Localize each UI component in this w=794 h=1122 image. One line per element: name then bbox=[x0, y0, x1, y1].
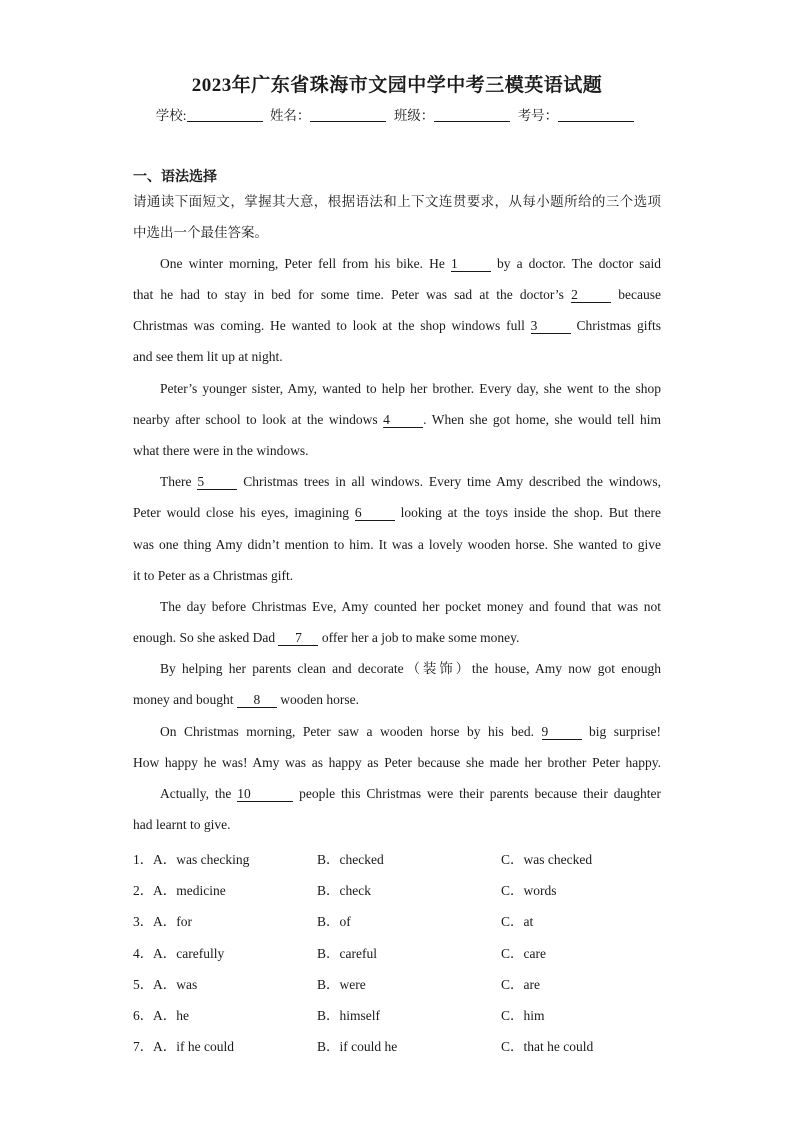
school-blank[interactable] bbox=[187, 109, 263, 122]
option-row-1 bbox=[133, 848, 693, 868]
passage-line bbox=[133, 404, 661, 435]
blank-9: 9 bbox=[542, 724, 582, 740]
option-c[interactable]: C．at bbox=[501, 914, 534, 929]
passage-line bbox=[133, 310, 661, 341]
option-b[interactable]: B．checked bbox=[317, 852, 384, 867]
passage-line: had learnt to give. bbox=[133, 817, 231, 832]
option-c[interactable]: C．care bbox=[501, 946, 546, 961]
option-b[interactable]: B．check bbox=[317, 883, 371, 898]
passage-text: that he had to stay in bed for some time. Peter was sad at the doctor’s bbox=[133, 287, 564, 302]
passage-line bbox=[133, 466, 661, 497]
option-a[interactable]: A．if he could bbox=[153, 1039, 234, 1054]
option-a[interactable]: A．medicine bbox=[153, 883, 226, 898]
option-a[interactable]: A．for bbox=[153, 914, 192, 929]
passage-text: enough. So she asked Dad bbox=[133, 630, 276, 645]
passage-text: people this Christmas were their parents because their daughter bbox=[299, 786, 661, 801]
passage-line bbox=[133, 279, 661, 310]
exam-number-blank[interactable] bbox=[558, 109, 634, 122]
option-a[interactable]: A．carefully bbox=[153, 946, 225, 961]
passage-line: The day before Christmas Eve, Amy counted her pocket money and found that was not bbox=[160, 599, 661, 614]
option-c[interactable]: C．that he could bbox=[501, 1039, 594, 1054]
passage-text: There bbox=[160, 474, 192, 489]
passage-text: Christmas gifts bbox=[576, 318, 661, 333]
passage-line bbox=[133, 778, 661, 809]
passage-text: nearby after school to look at the windows bbox=[133, 412, 378, 427]
class-label: 班级： bbox=[393, 108, 435, 123]
blank-10: 10 bbox=[237, 786, 293, 802]
passage-line: what there were in the windows. bbox=[133, 443, 309, 458]
passage-text: wooden horse. bbox=[280, 692, 359, 707]
name-label: 姓名： bbox=[269, 108, 311, 123]
option-b[interactable]: B．careful bbox=[317, 946, 377, 961]
blank-1: 1 bbox=[451, 256, 491, 272]
passage-line: By helping her parents clean and decorate（装饰）the house, Amy now got enough bbox=[160, 661, 661, 676]
option-a[interactable]: A．was bbox=[153, 977, 198, 992]
passage-line: How happy he was! Amy was as happy as Peter because she made her brother Peter happy. bbox=[133, 755, 661, 770]
student-info-line bbox=[0, 104, 794, 124]
option-b[interactable]: B．were bbox=[317, 977, 366, 992]
passage-text: . When she got home, she would tell him bbox=[423, 412, 661, 427]
passage-text: Christmas trees in all windows. Every time Amy described the windows, bbox=[243, 474, 662, 489]
passage-text: looking at the toys inside the shop. But there bbox=[400, 505, 662, 520]
question-number: 6． bbox=[133, 1008, 154, 1023]
question-number: 5． bbox=[133, 977, 154, 992]
school-label: 学校: bbox=[155, 108, 187, 123]
passage-text: by a doctor. The doctor said bbox=[497, 256, 662, 271]
passage-line bbox=[133, 622, 661, 653]
option-b[interactable]: B．of bbox=[317, 914, 351, 929]
passage-text: On Christmas morning, Peter saw a wooden horse by his bed. bbox=[160, 724, 535, 739]
passage-text: Christmas was coming. He wanted to look at the shop windows full bbox=[133, 318, 525, 333]
passage-line: it to Peter as a Christmas gift. bbox=[133, 568, 294, 583]
option-c[interactable]: C．are bbox=[501, 977, 540, 992]
passage-line bbox=[133, 497, 661, 528]
option-row-4 bbox=[133, 942, 693, 962]
option-a[interactable]: A．he bbox=[153, 1008, 189, 1023]
option-b[interactable]: B．himself bbox=[317, 1008, 380, 1023]
passage-line bbox=[133, 716, 661, 747]
passage-text: Peter would close his eyes, imagining bbox=[133, 505, 350, 520]
question-number: 1． bbox=[133, 852, 154, 867]
blank-7: 7 bbox=[278, 630, 318, 646]
blank-2: 2 bbox=[571, 287, 611, 303]
passage-text: One winter morning, Peter fell from his bike. He bbox=[160, 256, 445, 271]
passage-text: big surprise! bbox=[589, 724, 661, 739]
option-row-6 bbox=[133, 1004, 693, 1024]
option-row-5 bbox=[133, 973, 693, 993]
exam-number-label: 考号： bbox=[517, 108, 559, 123]
blank-4: 4 bbox=[383, 412, 423, 428]
blank-6: 6 bbox=[355, 505, 395, 521]
passage-text: money and bought bbox=[133, 692, 234, 707]
question-number: 3． bbox=[133, 914, 154, 929]
passage-text: Actually, the bbox=[160, 786, 232, 801]
blank-3: 3 bbox=[531, 318, 571, 334]
passage-text: because bbox=[618, 287, 662, 302]
passage-line bbox=[133, 248, 661, 279]
section-heading: 一、语法选择 bbox=[133, 170, 217, 185]
option-row-7 bbox=[133, 1035, 693, 1055]
blank-8: 8 bbox=[237, 692, 277, 708]
question-number: 7． bbox=[133, 1039, 154, 1054]
question-number: 2． bbox=[133, 883, 154, 898]
name-blank[interactable] bbox=[310, 109, 386, 122]
passage-line: Peter’s younger sister, Amy, wanted to help her brother. Every day, she went to the shop bbox=[160, 381, 661, 396]
passage-line: and see them lit up at night. bbox=[133, 349, 283, 364]
option-c[interactable]: C．was checked bbox=[501, 852, 593, 867]
passage-line: was one thing Amy didn’t mention to him. It was a lovely wooden horse. She wanted to give bbox=[133, 537, 661, 552]
page-title: 2023年广东省珠海市文园中学中考三模英语试题 bbox=[191, 75, 603, 96]
instruction-line-2: 中选出一个最佳答案。 bbox=[133, 225, 268, 240]
passage-line bbox=[133, 684, 661, 715]
question-number: 4． bbox=[133, 946, 154, 961]
option-c[interactable]: C．him bbox=[501, 1008, 545, 1023]
option-a[interactable]: A．was checking bbox=[153, 852, 250, 867]
passage-text: offer her a job to make some money. bbox=[321, 630, 520, 645]
option-b[interactable]: B．if could he bbox=[317, 1039, 398, 1054]
instruction-line-1: 请通读下面短文，掌握其大意，根据语法和上下文连贯要求，从每小题所给的三个选项 bbox=[133, 194, 661, 209]
option-c[interactable]: C．words bbox=[501, 883, 557, 898]
blank-5: 5 bbox=[197, 474, 237, 490]
option-row-3 bbox=[133, 910, 693, 930]
option-row-2 bbox=[133, 879, 693, 899]
class-blank[interactable] bbox=[434, 109, 510, 122]
